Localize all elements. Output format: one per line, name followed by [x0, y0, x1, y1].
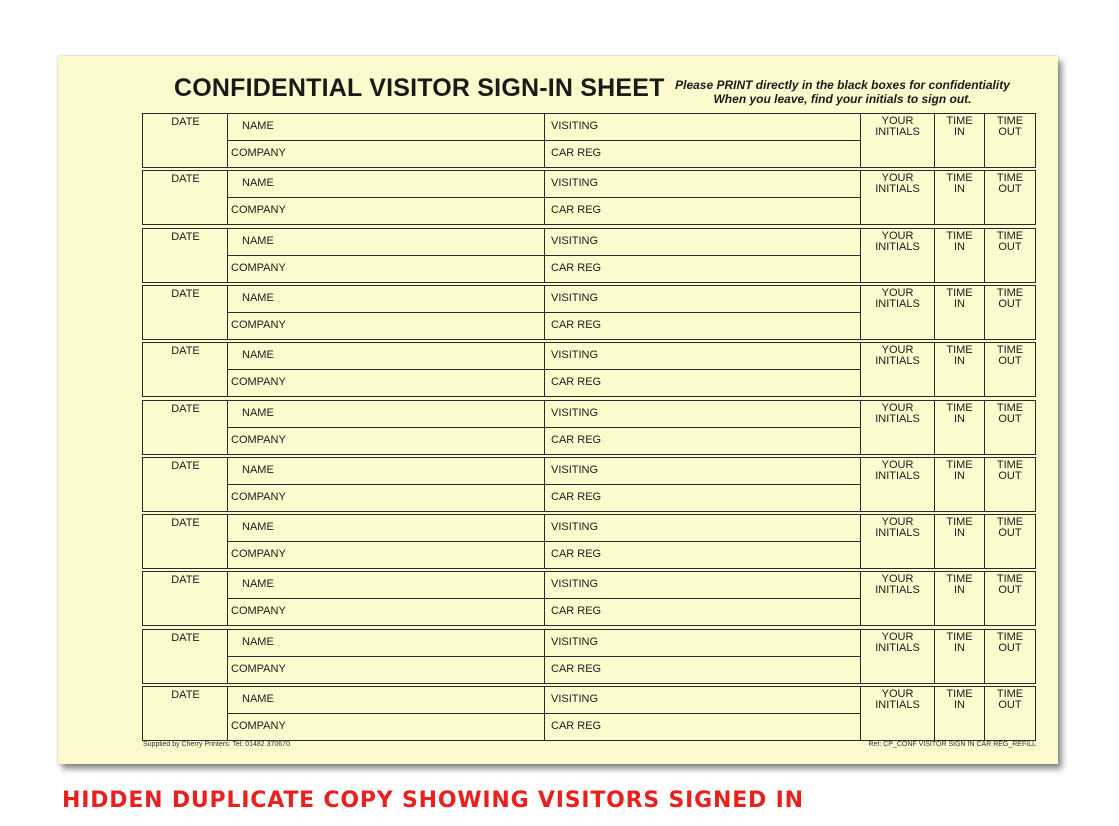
initials-cell[interactable] [861, 687, 935, 740]
time-out-label [985, 345, 1035, 367]
name-label: NAME [242, 120, 274, 132]
visiting-label: VISITING [551, 235, 599, 247]
time-text: TIME [946, 172, 973, 184]
time-text: TIME [946, 573, 973, 585]
time-out-label [985, 517, 1035, 539]
out-text: OUT [998, 413, 1022, 425]
time-text: TIME [946, 631, 973, 643]
time-out-label [985, 288, 1035, 310]
company-label: COMPANY [231, 720, 286, 732]
company-label: COMPANY [231, 548, 286, 560]
initials-label [861, 574, 934, 596]
company-cell[interactable] [228, 370, 545, 396]
time-in-cell[interactable] [935, 229, 985, 282]
visiting-cell[interactable] [545, 630, 861, 657]
initials-label [861, 116, 934, 138]
your-text: YOUR [881, 688, 914, 700]
car-reg-label: CAR REG [551, 434, 602, 446]
company-cell[interactable] [228, 599, 545, 625]
time-text: TIME [996, 344, 1024, 356]
initials-cell[interactable] [861, 286, 935, 339]
visiting-label: VISITING [551, 349, 599, 361]
time-text: TIME [996, 230, 1024, 242]
in-text: IN [954, 470, 965, 482]
time-text: TIME [996, 287, 1024, 299]
initials-text: INITIALS [875, 527, 920, 539]
name-cell[interactable] [228, 229, 545, 256]
time-text: TIME [996, 631, 1024, 643]
initials-label [861, 460, 934, 482]
time-in-label [935, 116, 984, 138]
time-text: TIME [946, 287, 973, 299]
initials-cell[interactable] [861, 114, 935, 167]
time-text: TIME [946, 344, 973, 356]
sign-in-row-2 [142, 170, 1036, 225]
in-text: IN [954, 298, 965, 310]
time-text: TIME [946, 459, 973, 471]
time-out-cell[interactable] [985, 229, 1035, 282]
date-cell[interactable] [143, 458, 228, 511]
date-label: DATE [171, 574, 200, 586]
company-cell[interactable] [228, 141, 545, 167]
out-text: OUT [998, 584, 1022, 596]
time-out-label [985, 689, 1035, 711]
initials-cell[interactable] [861, 343, 935, 396]
your-text: YOUR [881, 344, 914, 356]
sign-in-row-7 [142, 457, 1036, 512]
time-in-label [935, 460, 984, 482]
date-cell[interactable] [143, 687, 228, 740]
company-cell[interactable] [228, 198, 545, 224]
time-out-label [985, 231, 1035, 253]
initials-text: INITIALS [875, 699, 920, 711]
your-text: YOUR [881, 631, 914, 643]
time-out-cell[interactable] [985, 687, 1035, 740]
company-cell[interactable] [228, 313, 545, 339]
name-label: NAME [242, 636, 274, 648]
initials-label [861, 173, 934, 195]
time-in-cell[interactable] [935, 572, 985, 625]
visiting-cell[interactable] [545, 286, 861, 313]
car-reg-label: CAR REG [551, 663, 602, 675]
time-text: TIME [946, 688, 973, 700]
company-cell[interactable] [228, 714, 545, 740]
time-out-label [985, 116, 1035, 138]
name-cell[interactable] [228, 114, 545, 141]
initials-cell[interactable] [861, 171, 935, 224]
visiting-label: VISITING [551, 636, 599, 648]
company-label: COMPANY [231, 663, 286, 675]
car-reg-cell[interactable] [545, 714, 861, 740]
visiting-cell[interactable] [545, 572, 861, 599]
out-text: OUT [998, 126, 1022, 138]
time-out-cell[interactable] [985, 630, 1035, 683]
in-text: IN [954, 642, 965, 654]
time-out-cell[interactable] [985, 286, 1035, 339]
name-label: NAME [242, 349, 274, 361]
time-out-label [985, 460, 1035, 482]
date-cell[interactable] [143, 401, 228, 454]
out-text: OUT [998, 642, 1022, 654]
car-reg-label: CAR REG [551, 720, 602, 732]
car-reg-label: CAR REG [551, 262, 602, 274]
date-cell[interactable] [143, 229, 228, 282]
date-cell[interactable] [143, 171, 228, 224]
in-text: IN [954, 527, 965, 539]
time-text: TIME [996, 573, 1024, 585]
company-label: COMPANY [231, 434, 286, 446]
date-cell[interactable] [143, 572, 228, 625]
car-reg-cell[interactable] [545, 313, 861, 339]
company-label: COMPANY [231, 262, 286, 274]
name-cell[interactable] [228, 630, 545, 657]
time-text: TIME [996, 115, 1024, 127]
car-reg-label: CAR REG [551, 147, 602, 159]
in-text: IN [954, 699, 965, 711]
sheet-title: CONFIDENTIAL VISITOR SIGN-IN SHEET [174, 74, 665, 102]
name-cell[interactable] [228, 572, 545, 599]
initials-label [861, 231, 934, 253]
time-out-cell[interactable] [985, 114, 1035, 167]
date-label: DATE [171, 345, 200, 357]
visitor-sign-in-sheet [58, 56, 1058, 764]
out-text: OUT [998, 527, 1022, 539]
name-cell[interactable] [228, 171, 545, 198]
car-reg-label: CAR REG [551, 548, 602, 560]
time-in-label [935, 173, 984, 195]
time-out-cell[interactable] [985, 515, 1035, 568]
date-cell[interactable] [143, 286, 228, 339]
name-label: NAME [242, 693, 274, 705]
out-text: OUT [998, 699, 1022, 711]
car-reg-cell[interactable] [545, 542, 861, 568]
initials-text: INITIALS [875, 413, 920, 425]
company-label: COMPANY [231, 319, 286, 331]
name-label: NAME [242, 292, 274, 304]
initials-label [861, 403, 934, 425]
company-label: COMPANY [231, 204, 286, 216]
time-out-cell[interactable] [985, 343, 1035, 396]
time-in-label [935, 288, 984, 310]
name-label: NAME [242, 235, 274, 247]
company-cell[interactable] [228, 256, 545, 282]
time-in-cell[interactable] [935, 401, 985, 454]
sign-in-row-4 [142, 285, 1036, 340]
name-cell[interactable] [228, 687, 545, 714]
sign-in-row-3 [142, 228, 1036, 283]
initials-text: INITIALS [875, 183, 920, 195]
initials-label [861, 288, 934, 310]
company-cell[interactable] [228, 542, 545, 568]
sign-in-row-10 [142, 629, 1036, 684]
visiting-label: VISITING [551, 464, 599, 476]
out-text: OUT [998, 355, 1022, 367]
car-reg-cell[interactable] [545, 141, 861, 167]
name-label: NAME [242, 464, 274, 476]
visiting-cell[interactable] [545, 114, 861, 141]
time-text: TIME [996, 172, 1024, 184]
in-text: IN [954, 241, 965, 253]
date-label: DATE [171, 116, 200, 128]
time-out-cell[interactable] [985, 401, 1035, 454]
company-label: COMPANY [231, 376, 286, 388]
time-text: TIME [946, 516, 973, 528]
time-out-label [985, 574, 1035, 596]
car-reg-cell[interactable] [545, 657, 861, 683]
company-cell[interactable] [228, 485, 545, 511]
time-out-cell[interactable] [985, 171, 1035, 224]
time-in-cell[interactable] [935, 171, 985, 224]
initials-label [861, 632, 934, 654]
your-text: YOUR [881, 230, 914, 242]
date-cell[interactable] [143, 343, 228, 396]
time-out-label [985, 403, 1035, 425]
initials-text: INITIALS [875, 241, 920, 253]
time-text: TIME [996, 459, 1024, 471]
visiting-label: VISITING [551, 578, 599, 590]
your-text: YOUR [881, 402, 914, 414]
car-reg-cell[interactable] [545, 256, 861, 282]
in-text: IN [954, 126, 965, 138]
name-cell[interactable] [228, 343, 545, 370]
name-cell[interactable] [228, 515, 545, 542]
name-cell[interactable] [228, 286, 545, 313]
time-in-label [935, 632, 984, 654]
time-in-label [935, 689, 984, 711]
your-text: YOUR [881, 459, 914, 471]
name-cell[interactable] [228, 458, 545, 485]
date-label: DATE [171, 231, 200, 243]
company-label: COMPANY [231, 605, 286, 617]
visiting-label: VISITING [551, 177, 599, 189]
initials-text: INITIALS [875, 642, 920, 654]
initials-text: INITIALS [875, 298, 920, 310]
company-cell[interactable] [228, 657, 545, 683]
time-text: TIME [946, 115, 973, 127]
time-out-label [985, 632, 1035, 654]
time-in-cell[interactable] [935, 630, 985, 683]
sign-in-row-5 [142, 342, 1036, 397]
time-text: TIME [996, 402, 1024, 414]
car-reg-label: CAR REG [551, 605, 602, 617]
initials-label [861, 689, 934, 711]
sign-in-row-8 [142, 514, 1036, 569]
visiting-label: VISITING [551, 292, 599, 304]
time-in-cell[interactable] [935, 458, 985, 511]
in-text: IN [954, 355, 965, 367]
car-reg-label: CAR REG [551, 491, 602, 503]
time-text: TIME [996, 688, 1024, 700]
time-in-cell[interactable] [935, 343, 985, 396]
visiting-cell[interactable] [545, 458, 861, 485]
time-in-label [935, 231, 984, 253]
visiting-cell[interactable] [545, 515, 861, 542]
duplicate-copy-caption: HIDDEN DUPLICATE COPY SHOWING VISITORS SIGNED IN [62, 788, 804, 813]
date-label: DATE [171, 632, 200, 644]
out-text: OUT [998, 470, 1022, 482]
name-label: NAME [242, 578, 274, 590]
car-reg-label: CAR REG [551, 319, 602, 331]
initials-label [861, 345, 934, 367]
sign-in-row-6 [142, 400, 1036, 455]
sign-in-row-9 [142, 571, 1036, 626]
instruction-note [670, 78, 1015, 106]
initials-cell[interactable] [861, 515, 935, 568]
date-label: DATE [171, 689, 200, 701]
time-in-label [935, 574, 984, 596]
in-text: IN [954, 183, 965, 195]
name-cell[interactable] [228, 401, 545, 428]
car-reg-cell[interactable] [545, 485, 861, 511]
date-label: DATE [171, 403, 200, 415]
time-in-cell[interactable] [935, 286, 985, 339]
car-reg-cell[interactable] [545, 370, 861, 396]
company-cell[interactable] [228, 428, 545, 454]
in-text: IN [954, 413, 965, 425]
car-reg-cell[interactable] [545, 428, 861, 454]
reference-footer: Ref: CP_CONF VISITOR SIGN IN CAR REG_REFILL [868, 741, 1036, 748]
visiting-cell[interactable] [545, 401, 861, 428]
sign-in-row-1 [142, 113, 1036, 168]
date-label: DATE [171, 460, 200, 472]
company-label: COMPANY [231, 147, 286, 159]
name-label: NAME [242, 177, 274, 189]
time-in-label [935, 345, 984, 367]
name-label: NAME [242, 521, 274, 533]
initials-text: INITIALS [875, 584, 920, 596]
date-cell[interactable] [143, 114, 228, 167]
date-label: DATE [171, 288, 200, 300]
date-label: DATE [171, 517, 200, 529]
time-in-cell[interactable] [935, 515, 985, 568]
visiting-label: VISITING [551, 407, 599, 419]
car-reg-label: CAR REG [551, 376, 602, 388]
your-text: YOUR [881, 115, 914, 127]
initials-cell[interactable] [861, 401, 935, 454]
your-text: YOUR [881, 573, 914, 585]
time-in-cell[interactable] [935, 114, 985, 167]
out-text: OUT [998, 298, 1022, 310]
initials-cell[interactable] [861, 458, 935, 511]
initials-label [861, 517, 934, 539]
your-text: YOUR [881, 516, 914, 528]
sign-in-row-11 [142, 686, 1036, 741]
instruction-line-1: Please PRINT directly in the black boxes for confidentiality [675, 78, 1010, 92]
instruction-line-2: When you leave, find your initials to sign out. [713, 92, 972, 106]
your-text: YOUR [881, 287, 914, 299]
time-text: TIME [946, 402, 973, 414]
date-cell[interactable] [143, 515, 228, 568]
time-out-cell[interactable] [985, 572, 1035, 625]
time-text: TIME [996, 516, 1024, 528]
time-out-label [985, 173, 1035, 195]
initials-text: INITIALS [875, 126, 920, 138]
date-label: DATE [171, 173, 200, 185]
initials-cell[interactable] [861, 630, 935, 683]
visiting-label: VISITING [551, 521, 599, 533]
time-text: TIME [946, 230, 973, 242]
out-text: OUT [998, 241, 1022, 253]
car-reg-cell[interactable] [545, 198, 861, 224]
time-out-cell[interactable] [985, 458, 1035, 511]
in-text: IN [954, 584, 965, 596]
visiting-cell[interactable] [545, 343, 861, 370]
supplier-footer: Supplied by Cherry Printers: Tel: 01482 370670 [143, 741, 290, 748]
time-in-label [935, 403, 984, 425]
out-text: OUT [998, 183, 1022, 195]
company-label: COMPANY [231, 491, 286, 503]
visiting-cell[interactable] [545, 171, 861, 198]
time-in-cell[interactable] [935, 687, 985, 740]
initials-text: INITIALS [875, 355, 920, 367]
initials-cell[interactable] [861, 229, 935, 282]
date-cell[interactable] [143, 630, 228, 683]
name-label: NAME [242, 407, 274, 419]
your-text: YOUR [881, 172, 914, 184]
visiting-cell[interactable] [545, 687, 861, 714]
car-reg-cell[interactable] [545, 599, 861, 625]
initials-text: INITIALS [875, 470, 920, 482]
time-in-label [935, 517, 984, 539]
car-reg-label: CAR REG [551, 204, 602, 216]
visiting-label: VISITING [551, 120, 599, 132]
visiting-label: VISITING [551, 693, 599, 705]
initials-cell[interactable] [861, 572, 935, 625]
visiting-cell[interactable] [545, 229, 861, 256]
